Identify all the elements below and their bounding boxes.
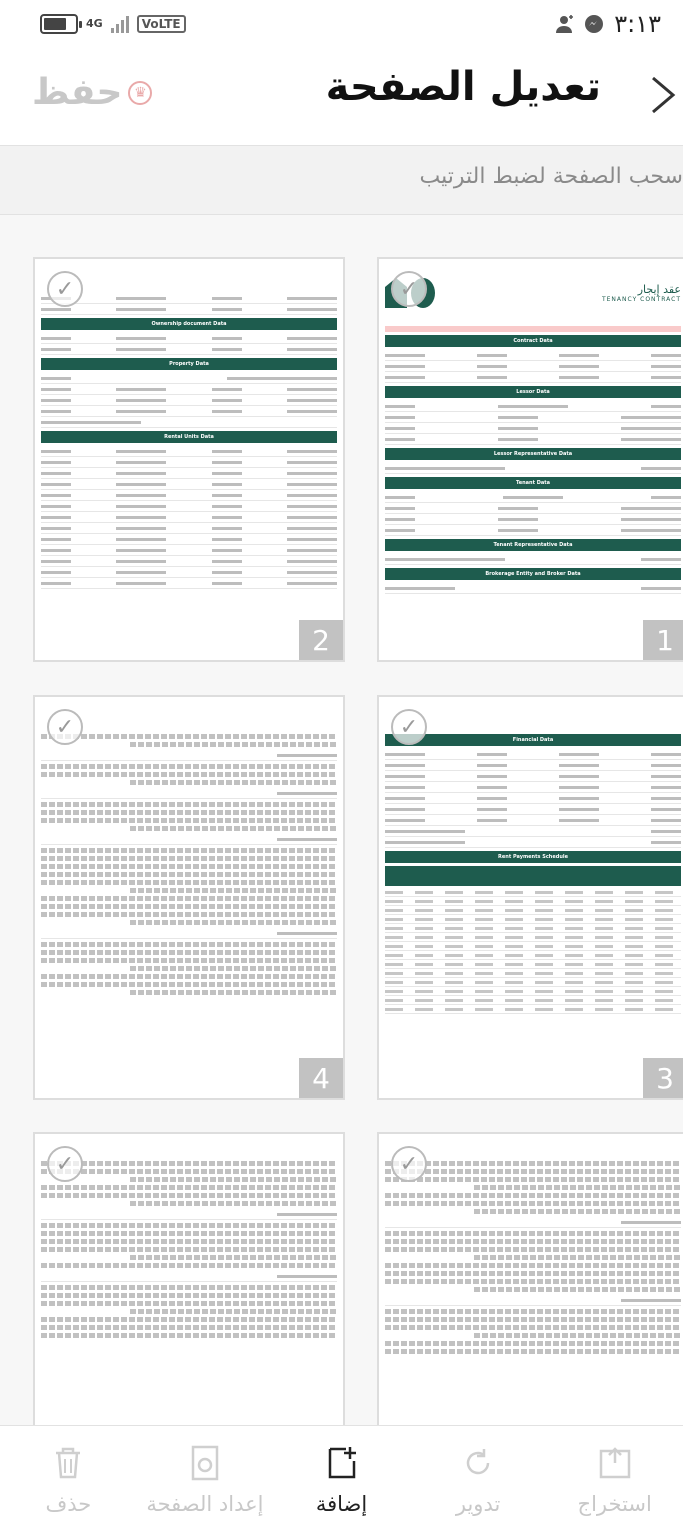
select-check-icon[interactable]: ✓: [391, 709, 427, 745]
page-grid: [0, 215, 683, 1425]
page-title: تعديل الصفحة: [325, 64, 601, 110]
network-type: 4G: [86, 17, 103, 30]
back-chevron-icon[interactable]: [643, 70, 683, 120]
clock: ٣:١٣: [614, 10, 661, 38]
hint-bar: [0, 145, 683, 215]
page-thumbnail[interactable]: [377, 257, 683, 662]
rotate-icon: [457, 1442, 499, 1484]
rotate-button[interactable]: [410, 1426, 547, 1520]
select-check-icon[interactable]: ✓: [391, 1146, 427, 1182]
app-header: [0, 48, 683, 143]
drag-hint: سحب الصفحة لضبط الترتيب: [419, 164, 683, 189]
page-number: 1: [643, 620, 683, 660]
section-header: Financial Data: [385, 734, 681, 746]
page-setup-label: إعداد الصفحة: [146, 1492, 264, 1516]
section-header: Rent Payments Schedule: [385, 851, 681, 863]
select-check-icon[interactable]: ✓: [391, 271, 427, 307]
contract-title-ar: عقد إيجار: [637, 283, 681, 296]
save-label: حفظ: [32, 72, 123, 113]
extract-button[interactable]: [546, 1426, 683, 1520]
status-left: [40, 14, 186, 34]
status-right: [554, 10, 661, 38]
select-check-icon[interactable]: ✓: [47, 1146, 83, 1182]
delete-label: حذف: [45, 1492, 92, 1516]
status-bar: [0, 0, 683, 48]
select-check-icon[interactable]: ✓: [47, 709, 83, 745]
section-header: Ownership document Data: [41, 318, 337, 330]
page-number: 3: [643, 1058, 683, 1098]
section-header: Brokerage Entity and Broker Data: [385, 568, 681, 580]
contract-title-en: TENANCY CONTRACT: [601, 296, 681, 303]
section-header: Lessor Representative Data: [385, 448, 681, 460]
contract-heading: [385, 263, 681, 323]
section-header: Lessor Data: [385, 386, 681, 398]
add-page-label: إضافة: [315, 1492, 368, 1516]
page-setup-button[interactable]: [137, 1426, 274, 1520]
delete-icon: [47, 1442, 89, 1484]
page-thumbnail[interactable]: [377, 695, 683, 1100]
save-button[interactable]: [32, 72, 152, 113]
select-check-icon[interactable]: ✓: [47, 271, 83, 307]
add-person-icon: [554, 14, 574, 34]
page-thumbnail[interactable]: [33, 1132, 345, 1425]
page-setup-icon: [184, 1442, 226, 1484]
page-number: 2: [299, 620, 343, 660]
add-page-icon: [321, 1442, 363, 1484]
extract-icon: [594, 1442, 636, 1484]
crown-badge-icon: ♛: [128, 81, 152, 105]
page-thumbnail[interactable]: [33, 257, 345, 662]
section-header: Property Data: [41, 358, 337, 370]
volte-badge: VoLTE: [137, 15, 186, 33]
add-page-button[interactable]: [273, 1426, 410, 1520]
page-number: 4: [299, 1058, 343, 1098]
section-header: Contract Data: [385, 335, 681, 347]
delete-button[interactable]: [0, 1426, 137, 1520]
page-thumbnail[interactable]: [33, 695, 345, 1100]
messenger-icon: [584, 14, 604, 34]
section-header: Tenant Representative Data: [385, 539, 681, 551]
signal-icon: [111, 15, 129, 33]
rotate-label: تدوير: [455, 1492, 501, 1516]
section-header: Tenant Data: [385, 477, 681, 489]
bottom-toolbar: [0, 1425, 683, 1520]
extract-label: استخراج: [577, 1492, 652, 1516]
section-header: Rental Units Data: [41, 431, 337, 443]
page-thumbnail[interactable]: [377, 1132, 683, 1425]
battery-icon: [40, 14, 78, 34]
